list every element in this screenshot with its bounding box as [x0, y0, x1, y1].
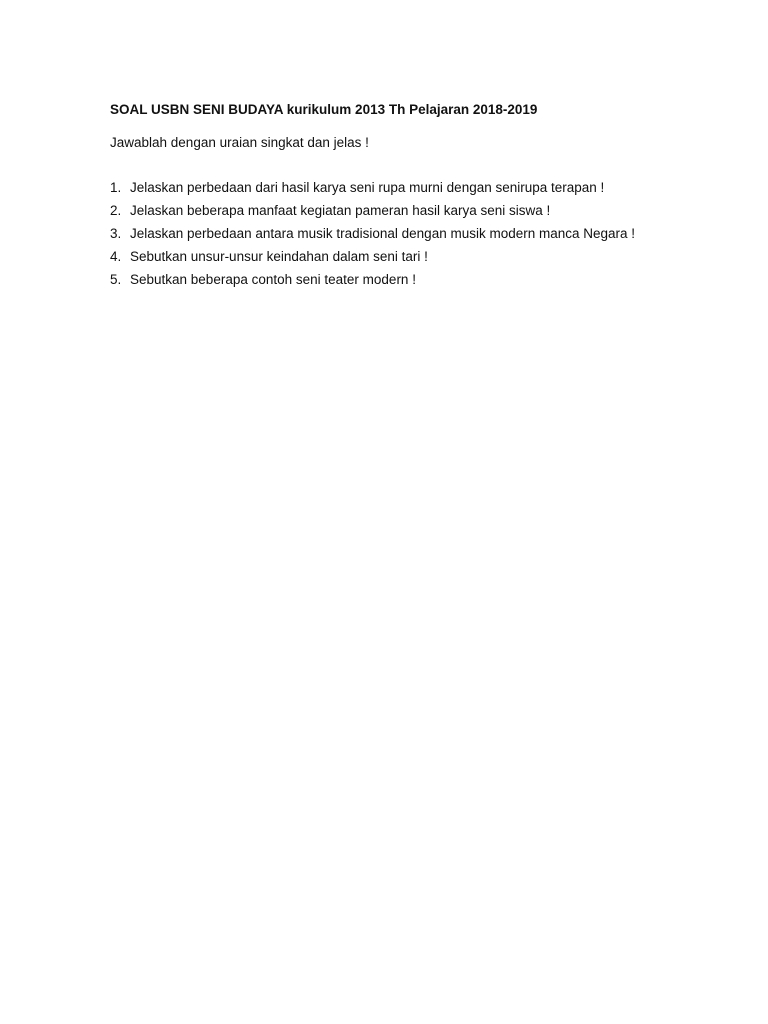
question-text: Sebutkan beberapa contoh seni teater modern ! — [130, 272, 416, 287]
question-number: 3. — [110, 226, 122, 241]
question-text: Sebutkan unsur-unsur keindahan dalam seni tari ! — [130, 249, 428, 264]
list-item — [110, 271, 635, 294]
question-text: Jelaskan perbedaan antara musik tradisional dengan musik modern manca Negara ! — [130, 226, 636, 241]
question-text: Jelaskan perbedaan dari hasil karya seni rupa murni dengan senirupa terapan ! — [130, 180, 605, 195]
list-item — [110, 225, 635, 248]
question-text: Jelaskan beberapa manfaat kegiatan pameran hasil karya seni siswa ! — [130, 203, 551, 218]
list-item — [110, 202, 635, 225]
instruction-text: Jawablah dengan uraian singkat dan jelas ! — [110, 135, 369, 150]
list-item — [110, 248, 635, 271]
question-number: 1. — [110, 180, 122, 195]
question-number: 5. — [110, 272, 122, 287]
question-number: 4. — [110, 249, 122, 264]
question-number: 2. — [110, 203, 122, 218]
question-list — [110, 179, 635, 294]
document-title: SOAL USBN SENI BUDAYA kurikulum 2013 Th Pelajaran 2018-2019 — [110, 102, 538, 117]
list-item — [110, 179, 635, 202]
